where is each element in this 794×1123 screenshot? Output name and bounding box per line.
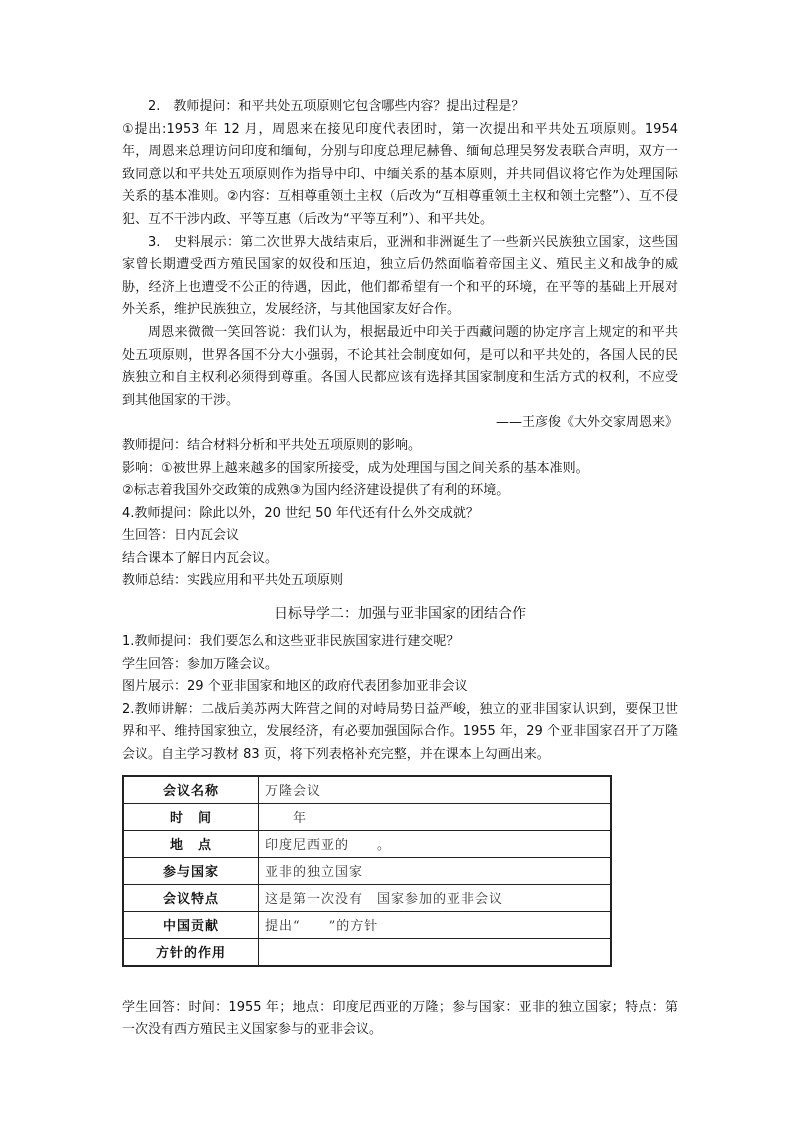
paragraph: 3. 史料展示：第二次世界大战结束后，亚洲和非洲诞生了一些新兴民族独立国家，这些国家曾长期遭受西方殖民国家的奴役和压迫，独立后仍然面临着帝国主义、殖民主义和战争的威胁，经济上也遭受不公正的待遇，因此，他们都希望有一个和平的环境，在平等的基础上开展对外关系，维护民族独立，发展经济，与其他国家友好合作。 [122, 234, 678, 318]
table-row [123, 830, 611, 857]
table-label-cell: 时 间 [123, 803, 259, 830]
document-page [122, 96, 678, 1042]
student-answer-paragraph: 学生回答：时间：1955 年；地点：印度尼西亚的万隆；参与国家：亚非的独立国家；特点：第一次没有西方殖民主义国家参与的亚非会议。 [122, 999, 678, 1038]
paragraph: 2. 教师提问：和平共处五项原则它包含哪些内容？提出过程是？ [148, 99, 525, 114]
paragraph: 2.教师讲解：二战后美苏两大阵营之间的对峙局势日益严峻，独立的亚非国家认识到，要保卫世界和平、维持国家独立，发展经济，有必要加强国际合作。1955 年，29 个亚非国家召开了万隆会议。自主学习教材 83 页，将下列表格补充完整，并在课本上勾画出来。 [122, 701, 678, 763]
paragraph: 周恩来微微一笑回答说：我们认为，根据最近中印关于西藏问题的协定序言上规定的和平共处五项原则，世界各国不分大小强弱，不论其社会制度如何，是可以和平共处的，各国人民的民族独立和自主权利必须得到尊重。各国人民都应该有选择其国家制度和生活方式的权利，不应受到其他国家的干涉。 [122, 324, 678, 408]
table-value-cell [259, 938, 612, 966]
conference-table [122, 775, 612, 967]
table-label-cell: 中国贡献 [123, 911, 259, 938]
paragraph: 4.教师提问：除此以外，20 世纪 50 年代还有什么外交成就？ [122, 505, 479, 521]
paragraph: 教师总结：实践应用和平共处五项原则 [122, 573, 344, 589]
paragraph: 影响：①被世界上越来越多的国家所接受，成为处理国与国之间关系的基本准则。 [122, 460, 589, 476]
paragraph: ①提出:1953 年 12 月，周恩来在接见印度代表团时，第一次提出和平共处五项原则。1954 年，周恩来总理访问印度和缅甸，分别与印度总理尼赫鲁、缅甸总理吴努发表联合声明，双方一致同意以和平共处五项原则作为指导中印、中缅关系的基本原则，并共同倡议将它作为处理国际关系的基本准则。②内容：互相尊重领土主权（后改为“互相尊重领土主权和领土完整”）、互不侵犯、互不干涉内政、平等互惠（后改为“平等互利”）、和平共处。 [122, 121, 678, 227]
table-row [123, 938, 611, 966]
table-value-cell: 年 [259, 803, 612, 830]
paragraph: 图片展示：29 个亚非国家和地区的政府代表团参加亚非会议 [122, 679, 468, 695]
paragraph: 学生回答：参加万隆会议。 [122, 656, 279, 672]
table-row [123, 803, 611, 830]
table-label-cell: 会议特点 [123, 884, 259, 911]
table-label-cell: 会议名称 [123, 776, 259, 804]
table-value-cell: 提出“ ”的方针 [259, 911, 612, 938]
table-value-cell: 这是第一次没有 国家参加的亚非会议 [259, 884, 612, 911]
content-top [122, 96, 678, 593]
table-value-cell: 万隆会议 [259, 776, 612, 804]
table-row [123, 857, 611, 884]
paragraph: 结合课本了解日内瓦会议。 [122, 550, 279, 566]
content-mid [122, 631, 678, 767]
paragraph: ②标志着我国外交政策的成熟③为国内经济建设提供了有利的环境。 [122, 483, 510, 499]
paragraph: ——王彦俊《大外交家周恩来》 [495, 415, 678, 431]
paragraph: 1.教师提问：我们要怎么和这些亚非民族国家进行建交呢？ [122, 634, 460, 650]
table-label-cell: 方针的作用 [123, 938, 259, 966]
table-label-cell: 参与国家 [123, 857, 259, 884]
table-value-cell: 印度尼西亚的 。 [259, 830, 612, 857]
table-row [123, 884, 611, 911]
paragraph: 教师提问：结合材料分析和平共处五项原则的影响。 [122, 437, 422, 453]
table-value-cell: 亚非的独立国家 [259, 857, 612, 884]
paragraph: 生回答：日内瓦会议 [122, 528, 240, 544]
table-label-cell: 地 点 [123, 830, 259, 857]
table-row [123, 776, 611, 804]
section-heading: 日标导学二：加强与亚非国家的团结合作 [274, 606, 526, 623]
table-row [123, 911, 611, 938]
